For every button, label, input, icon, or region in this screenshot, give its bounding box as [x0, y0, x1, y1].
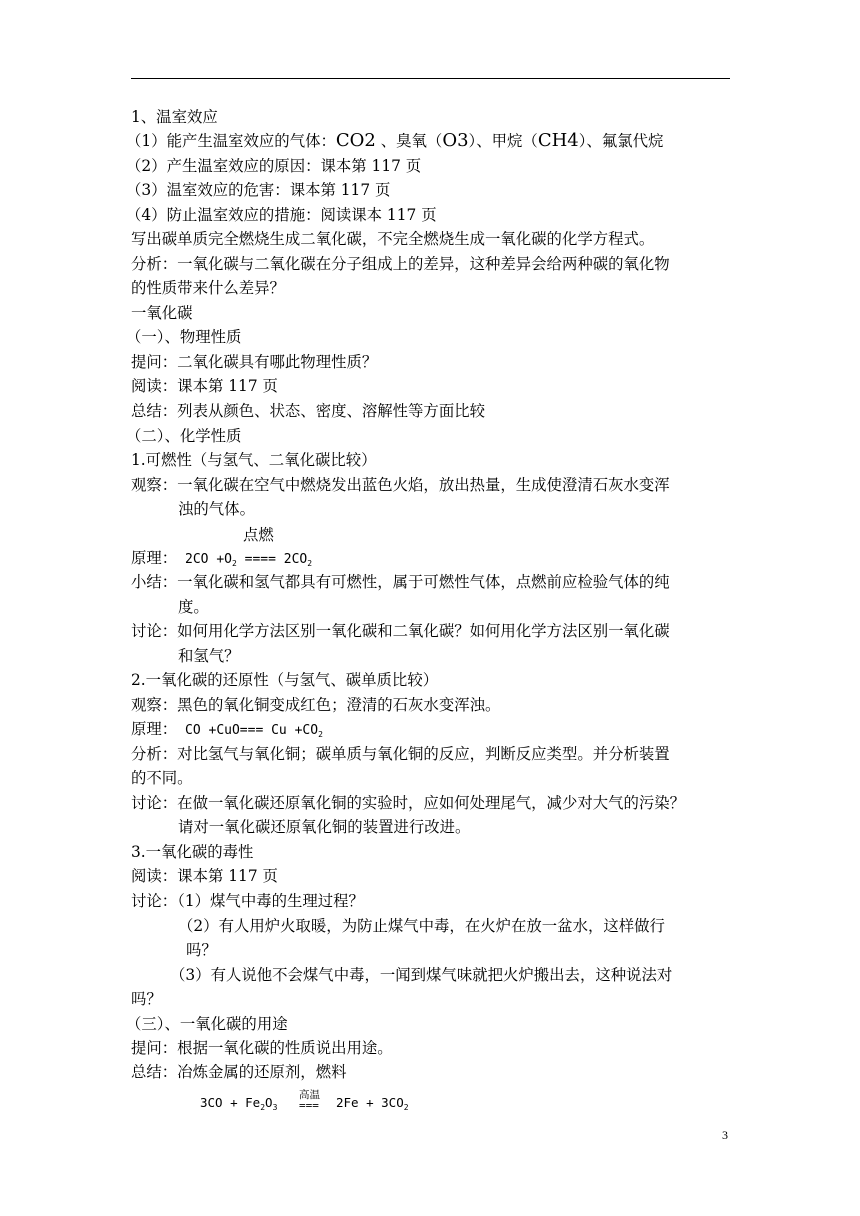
combustion-summary-line-1: 小结：一氧化碳和氢气都具有可燃性，属于可燃性气体，点燃前应检验气体的纯 [131, 573, 670, 591]
combustion-discussion-line-2: 和氢气？ [178, 647, 240, 665]
toxicity-heading: 3.一氧化碳的毒性 [131, 843, 254, 861]
reduction-discussion-line-2: 请对一氧化碳还原氧化铜的装置进行改进。 [178, 818, 471, 836]
uses-heading: （三）、一氧化碳的用途 [126, 1015, 288, 1033]
combustibility-heading: 1.可燃性（与氢气、二氧化碳比较） [131, 451, 377, 469]
toxicity-discussion-3b: 吗？ [131, 990, 162, 1008]
chemical-props-heading: （二）、化学性质 [126, 427, 242, 445]
toxicity-discussion-3a: （3）有人说他不会煤气中毒，一闻到煤气味就把火炉搬出去，这种说法对 [170, 966, 673, 984]
co-heading: 一氧化碳 [131, 304, 193, 322]
page-number: 3 [722, 1128, 728, 1142]
physical-props-heading: （一）、物理性质 [126, 328, 242, 346]
iron-smelting-equation-right: $2Fe + 3CO_2$ [336, 1095, 409, 1112]
equation-arrow: === [299, 1099, 319, 1112]
reducibility-heading: 2.一氧化碳的还原性（与氢气、碳单质比较） [131, 671, 439, 689]
header-rule [131, 78, 730, 79]
combustion-discussion-line-1: 讨论：如何用化学方法区别一氧化碳和二氧化碳？如何用化学方法区别一氧化碳 [131, 622, 670, 640]
greenhouse-prevent-line: （4）防止温室效应的措施：阅读课本 117 页 [126, 206, 437, 224]
reduction-equation-line: 原理： CO $+CuO=== Cu +CO_2$ [131, 720, 323, 739]
reduction-equation: CO $+CuO=== Cu +CO_2$ [185, 723, 323, 739]
ignite-condition-label: 点燃 [243, 526, 274, 544]
section-title-greenhouse: 1、温室效应 [131, 108, 218, 126]
reduction-analysis-line-2: 的不同。 [131, 769, 193, 787]
combustion-equation-line: 原理： $2CO +O_2$ ==== $2CO_2$ [131, 549, 313, 568]
analysis-line-1: 分析：一氧化碳与二氧化碳在分子组成上的差异，这种差异会给两种碳的氧化物 [131, 255, 670, 273]
toxicity-discussion-2a: （2）有人用炉火取暖，为防止煤气中毒，在火炉在放一盆水，这样做行 [178, 917, 665, 935]
physical-read-line: 阅读：课本第 117 页 [131, 377, 278, 395]
physical-question-line: 提问：二氧化碳具有哪此物理性质？ [131, 353, 378, 371]
toxicity-read-line: 阅读：课本第 117 页 [131, 867, 278, 885]
greenhouse-gases-line: （1）能产生温室效应的气体：CO2 、臭氧（O3）、甲烷（CH4）、氟氯代烷 [126, 130, 664, 151]
reduction-analysis-line-1: 分析：对比氢气与氧化铜；碳单质与氧化铜的反应，判断反应类型。并分析装置 [131, 745, 670, 763]
greenhouse-harm-line: （3）温室效应的危害：课本第 117 页 [126, 181, 391, 199]
write-equation-line: 写出碳单质完全燃烧生成二氧化碳，不完全燃烧生成一氧化碳的化学方程式。 [131, 230, 655, 248]
iron-smelting-equation-left: $3CO + Fe_2O_3$ [200, 1095, 278, 1112]
uses-summary-line: 总结：冶炼金属的还原剂，燃料 [131, 1063, 347, 1081]
greenhouse-cause-line: （2）产生温室效应的原因：课本第 117 页 [126, 157, 422, 175]
uses-question-line: 提问：根据一氧化碳的性质说出用途。 [131, 1039, 393, 1057]
toxicity-discussion-1: 讨论：（1）煤气中毒的生理过程？ [131, 892, 364, 910]
analysis-line-2: 的性质带来什么差异？ [131, 279, 285, 297]
toxicity-discussion-2b: 吗？ [186, 941, 217, 959]
high-temp-condition-label: 高温 [299, 1089, 320, 1101]
combustion-observe-line-1: 观察：一氧化碳在空气中燃烧发出蓝色火焰，放出热量，生成使澄清石灰水变浑 [131, 476, 670, 494]
physical-summary-line: 总结：列表从颜色、状态、密度、溶解性等方面比较 [131, 402, 485, 420]
combustion-summary-line-2: 度。 [178, 598, 209, 616]
reduction-observe-line: 观察：黑色的氧化铜变成红色；澄清的石灰水变浑浊。 [131, 696, 501, 714]
reduction-discussion-line-1: 讨论：在做一氧化碳还原氧化铜的实验时，应如何处理尾气，减少对大气的污染？ [131, 794, 686, 812]
combustion-observe-line-2: 浊的气体。 [178, 500, 255, 518]
combustion-equation: $2CO +O_2$ ==== $2CO_2$ [185, 552, 313, 568]
